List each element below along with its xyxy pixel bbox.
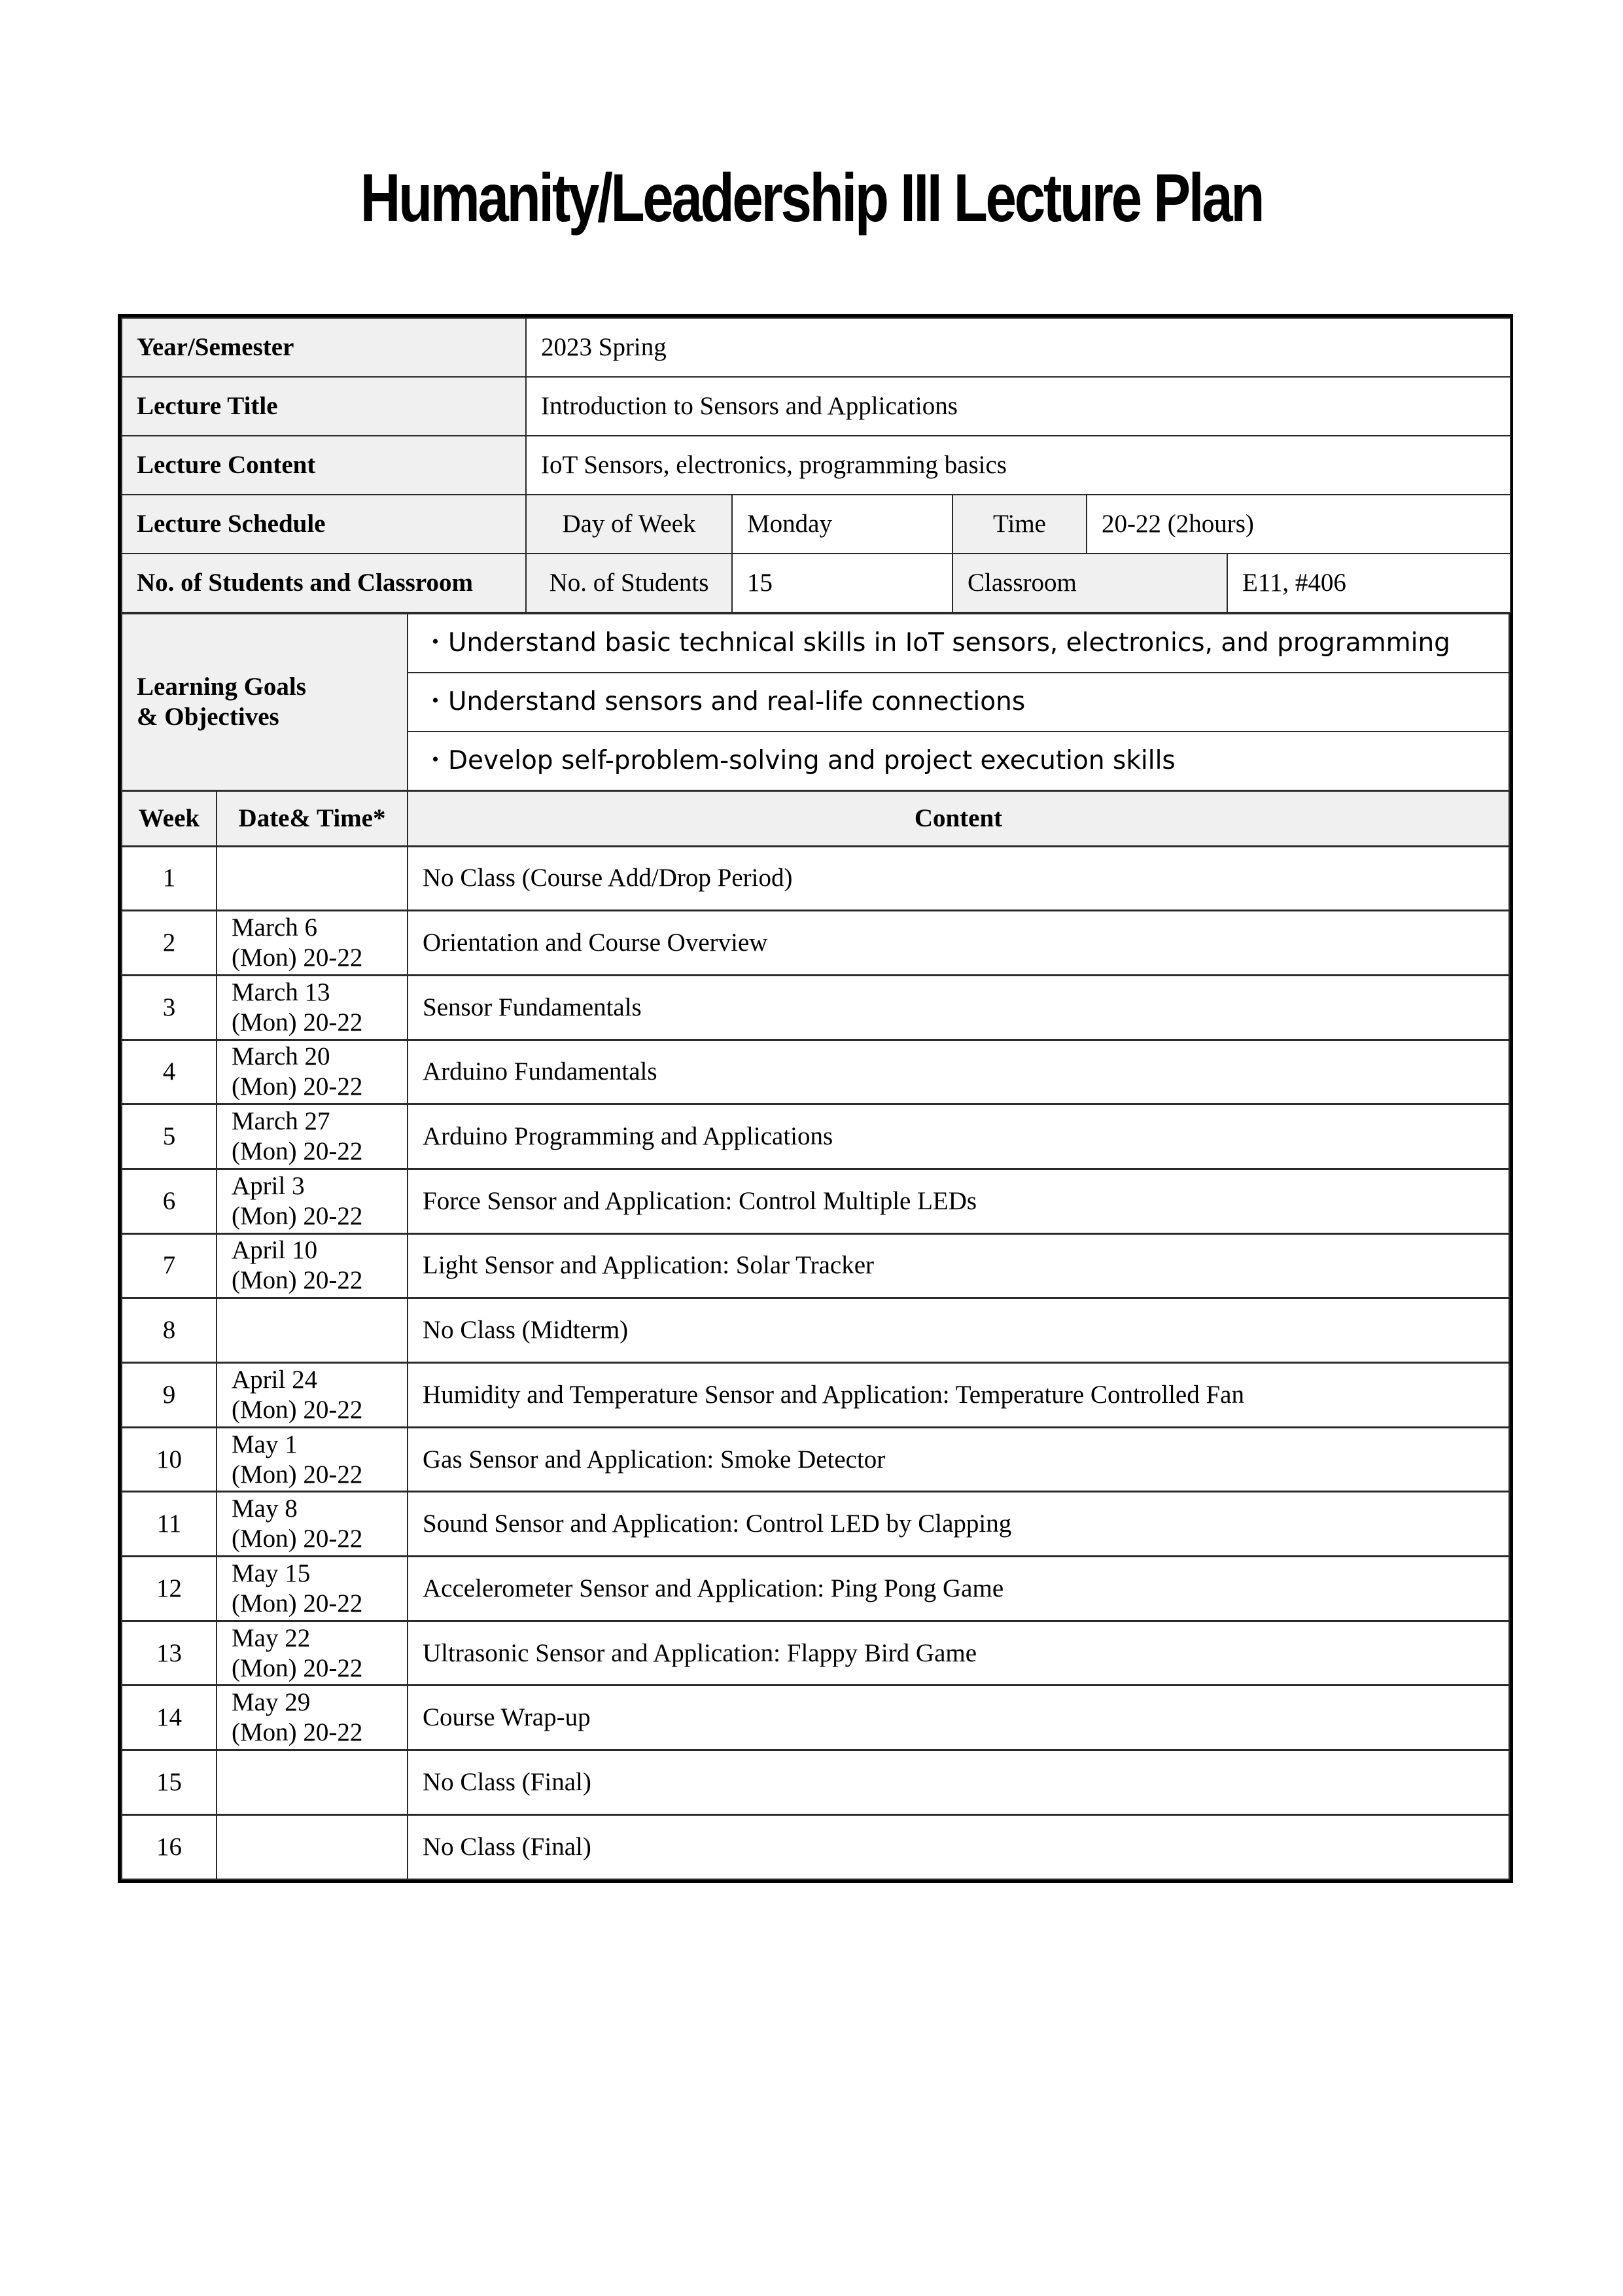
time-text: (Mon) 20-22 [232, 1718, 363, 1747]
week-number: 12 [122, 1557, 217, 1621]
date-text: May 1 [232, 1430, 298, 1458]
week-number: 15 [122, 1750, 217, 1815]
week-number: 13 [122, 1621, 217, 1686]
row-students-classroom [122, 554, 1510, 612]
lecture-title-value: Introduction to Sensors and Applications [526, 377, 1510, 436]
schedule-row [122, 846, 1509, 911]
date-time-header: Date& Time* [217, 790, 408, 846]
week-number: 3 [122, 975, 217, 1040]
content-text: Orientation and Course Overview [408, 911, 1509, 976]
content-text: Arduino Programming and Applications [408, 1104, 1509, 1169]
students-value: 15 [732, 554, 952, 612]
students-label: No. of Students [526, 554, 732, 612]
goals-label [122, 614, 408, 790]
row-lecture-title [122, 377, 1510, 436]
time-text: (Mon) 20-22 [232, 1266, 363, 1295]
goals-label-line2: & Objectives [137, 702, 279, 731]
date-text: May 15 [232, 1559, 311, 1587]
goal-row-1 [122, 614, 1509, 673]
content-text: Sensor Fundamentals [408, 975, 1509, 1040]
content-text: Light Sensor and Application: Solar Tracker [408, 1233, 1509, 1298]
content-text: Humidity and Temperature Sensor and Application: Temperature Controlled Fan [408, 1363, 1509, 1428]
date-time-cell [217, 1427, 408, 1492]
time-text: (Mon) 20-22 [232, 1201, 363, 1230]
date-text: April 24 [232, 1365, 318, 1394]
date-time-cell [217, 1104, 408, 1169]
schedule-row [122, 1040, 1509, 1104]
schedule-row [122, 1363, 1509, 1428]
date-time-cell [217, 911, 408, 976]
content-text: Ultrasonic Sensor and Application: Flappy Bird Game [408, 1621, 1509, 1686]
time-text: (Mon) 20-22 [232, 1008, 363, 1036]
week-number: 5 [122, 1104, 217, 1169]
date-time-cell [217, 1363, 408, 1428]
schedule-row [122, 1621, 1509, 1686]
time-text: (Mon) 20-22 [232, 1137, 363, 1166]
week-number: 6 [122, 1169, 217, 1233]
schedule-body [122, 846, 1509, 1879]
week-header: Week [122, 790, 217, 846]
date-time-cell [217, 1233, 408, 1298]
content-text: Gas Sensor and Application: Smoke Detector [408, 1427, 1509, 1492]
date-text: May 8 [232, 1494, 298, 1523]
day-of-week-value: Monday [732, 495, 952, 554]
date-time-cell [217, 1169, 408, 1233]
date-time-cell [217, 1750, 408, 1815]
course-info-table [121, 317, 1511, 613]
goal-item: ・Understand basic technical skills in IoT sensors, electronics, and programming [408, 614, 1509, 673]
goals-label-line1: Learning Goals [137, 672, 306, 701]
lecture-content-value: IoT Sensors, electronics, programming basics [526, 436, 1510, 495]
date-text: March 6 [232, 913, 318, 942]
schedule-row [122, 975, 1509, 1040]
schedule-header-row [122, 790, 1509, 846]
week-number: 4 [122, 1040, 217, 1104]
schedule-row [122, 1427, 1509, 1492]
date-time-cell [217, 1686, 408, 1750]
date-text: April 10 [232, 1236, 318, 1265]
content-header: Content [408, 790, 1509, 846]
date-text: April 3 [232, 1171, 305, 1200]
schedule-row [122, 1104, 1509, 1169]
page-title: Humanity/Leadership III Lecture Plan [360, 160, 1263, 236]
classroom-value: E11, #406 [1227, 554, 1510, 612]
week-number: 8 [122, 1298, 217, 1363]
schedule-row [122, 1169, 1509, 1233]
date-text: May 22 [232, 1623, 311, 1652]
time-text: (Mon) 20-22 [232, 944, 363, 972]
time-text: (Mon) 20-22 [232, 1395, 363, 1424]
students-classroom-label: No. of Students and Classroom [122, 554, 526, 612]
year-semester-value: 2023 Spring [526, 318, 1510, 377]
week-number: 10 [122, 1427, 217, 1492]
schedule-row [122, 911, 1509, 976]
content-text: No Class (Course Add/Drop Period) [408, 846, 1509, 911]
date-time-cell [217, 1298, 408, 1363]
time-text: (Mon) 20-22 [232, 1589, 363, 1617]
content-text: No Class (Final) [408, 1750, 1509, 1815]
week-number: 1 [122, 846, 217, 911]
schedule-row [122, 1557, 1509, 1621]
date-time-cell [217, 1557, 408, 1621]
content-text: Accelerometer Sensor and Application: Ping Pong Game [408, 1557, 1509, 1621]
schedule-row [122, 1492, 1509, 1557]
day-of-week-label: Day of Week [526, 495, 732, 554]
lecture-schedule-label: Lecture Schedule [122, 495, 526, 554]
time-text: (Mon) 20-22 [232, 1525, 363, 1553]
content-text: Course Wrap-up [408, 1686, 1509, 1750]
date-time-cell [217, 1040, 408, 1104]
row-year-semester [122, 318, 1510, 377]
row-lecture-schedule [122, 495, 1510, 554]
date-time-cell [217, 846, 408, 911]
lecture-plan-table [118, 314, 1513, 1883]
week-number: 16 [122, 1814, 217, 1879]
lecture-title-label: Lecture Title [122, 377, 526, 436]
content-text: No Class (Midterm) [408, 1298, 1509, 1363]
date-time-cell [217, 975, 408, 1040]
year-semester-label: Year/Semester [122, 318, 526, 377]
date-text: March 20 [232, 1042, 330, 1071]
date-text: March 13 [232, 978, 330, 1006]
goal-item: ・Understand sensors and real-life connections [408, 673, 1509, 732]
schedule-row [122, 1686, 1509, 1750]
date-time-cell [217, 1814, 408, 1879]
date-time-cell [217, 1621, 408, 1686]
week-number: 2 [122, 911, 217, 976]
schedule-row [122, 1233, 1509, 1298]
content-text: Force Sensor and Application: Control Multiple LEDs [408, 1169, 1509, 1233]
content-text: Sound Sensor and Application: Control LED by Clapping [408, 1492, 1509, 1557]
content-text: No Class (Final) [408, 1814, 1509, 1879]
time-value: 20-22 (2hours) [1087, 495, 1510, 554]
schedule-row [122, 1298, 1509, 1363]
schedule-row [122, 1750, 1509, 1815]
time-text: (Mon) 20-22 [232, 1460, 363, 1489]
week-number: 11 [122, 1492, 217, 1557]
time-label: Time [952, 495, 1087, 554]
time-text: (Mon) 20-22 [232, 1072, 363, 1101]
date-text: May 29 [232, 1688, 311, 1717]
goals-and-schedule-table [121, 613, 1510, 1880]
content-text: Arduino Fundamentals [408, 1040, 1509, 1104]
schedule-row [122, 1814, 1509, 1879]
classroom-label: Classroom [952, 554, 1227, 612]
lecture-content-label: Lecture Content [122, 436, 526, 495]
row-lecture-content [122, 436, 1510, 495]
time-text: (Mon) 20-22 [232, 1653, 363, 1682]
week-number: 14 [122, 1686, 217, 1750]
date-time-cell [217, 1492, 408, 1557]
date-text: March 27 [232, 1107, 330, 1136]
week-number: 7 [122, 1233, 217, 1298]
week-number: 9 [122, 1363, 217, 1428]
goal-item: ・Develop self-problem-solving and project execution skills [408, 732, 1509, 790]
